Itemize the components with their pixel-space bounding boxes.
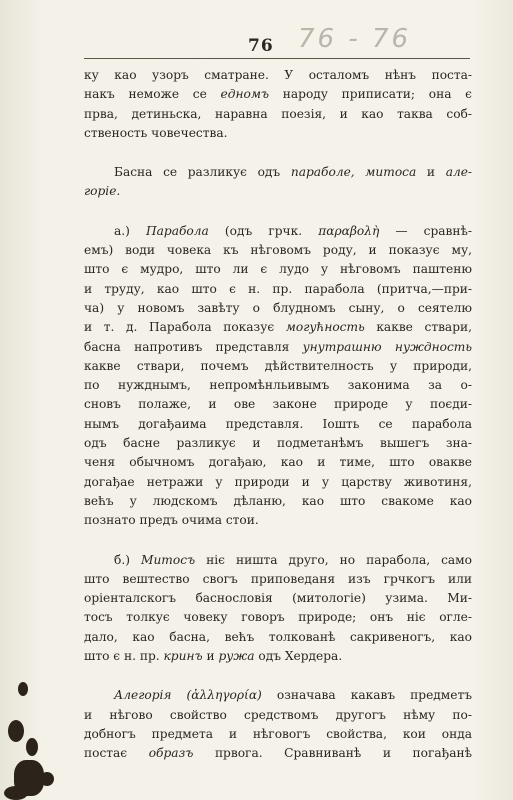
text-line: а.) Парабола (одъ грчк. παραβολὴ — сравнѣ- xyxy=(114,223,472,238)
text-line: и нѣгово свойство средствомъ другогъ нѣму по- xyxy=(84,707,472,722)
text-line: познато предъ очима стои. xyxy=(84,513,259,528)
text-line: ченя обычномъ догађаю, као и тиме, што овакве xyxy=(84,455,472,470)
text-line: ственость човечества. xyxy=(84,125,228,140)
text-line: горіе. xyxy=(84,184,121,199)
text-line: већъ у людскомъ дѣланю, као што свакоме као xyxy=(84,493,472,508)
text-line: и труду, као што є н. пр. парабола (притча,—при- xyxy=(84,281,472,296)
body-text xyxy=(84,66,472,764)
text-line: ча) у новомъ завѣту о блудномъ сыну, о сеятелю xyxy=(84,300,472,315)
paragraph-mitos xyxy=(84,551,472,667)
text-line: тосъ толкує човеку говоръ природе; онъ ніє огле- xyxy=(84,610,472,625)
text-line: нымъ догађаима представля. Іошть се парабола xyxy=(84,416,472,431)
text-line: што є мудро, што ли є лудо у нѣговомъ паштеню xyxy=(84,262,472,277)
text-line: сновъ полаже, и ове законе природе у поєди- xyxy=(84,397,472,412)
text-line: ку као узоръ сматране. У осталомъ нѣнъ поста- xyxy=(84,68,472,82)
text-line: басна напротивъ представля унутрашню нуждность xyxy=(84,339,472,354)
text-line: накъ неможе се едномъ народу приписати; она є xyxy=(84,87,473,102)
header-rule xyxy=(84,58,470,59)
text-line: одъ басне разликує и подметанѣмъ вышегъ зна- xyxy=(84,436,472,451)
text-line: дало, као басна, већъ толкованѣ сакривеногъ, као xyxy=(84,629,472,644)
text-line: Басна се разликує одъ параболе, митоса и але- xyxy=(114,165,473,180)
paragraph-basna xyxy=(84,163,472,202)
text-line: по нужднымъ, непромѣнльивымъ законима за о- xyxy=(84,378,472,393)
paragraph-parabola xyxy=(84,222,472,531)
text-line: што вештество свогъ приповеданя изъ грчкогъ или xyxy=(84,571,472,586)
pencil-annotation: 76 - 76 xyxy=(298,24,412,54)
text-line: што є н. пр. кринъ и ружа одъ Хердера. xyxy=(84,649,343,664)
text-line: добногъ предмета и нѣговогъ свойства, кои онда xyxy=(84,726,472,741)
ink-stain xyxy=(0,660,60,800)
text-line: оріенталскогъ баснословія (митологіе) узима. Ми- xyxy=(84,591,472,606)
paragraph-alegoria xyxy=(84,686,472,763)
text-line: и т. д. Парабола показує могућность какве ствари, xyxy=(84,320,472,335)
text-line: б.) Митосъ ніє ништа друго, но парабола, само xyxy=(114,552,473,567)
text-line: емъ) води човека къ нѣговомъ роду, и показує му, xyxy=(84,243,472,258)
text-line: постає образъ првога. Сравниванѣ и погађанѣ xyxy=(84,746,473,761)
page-number: 76 xyxy=(248,36,274,56)
text-line: догађае нетражи у природи и у царству животиня, xyxy=(84,474,472,489)
text-line: Алегорія (ἀλληγορία) означава какавъ предметъ xyxy=(114,688,472,703)
text-line: прва, детиньска, наравна поезія, и као таква соб- xyxy=(84,106,472,121)
text-line: какве ствари, почемъ дѣйствителность у природи, xyxy=(84,358,472,373)
